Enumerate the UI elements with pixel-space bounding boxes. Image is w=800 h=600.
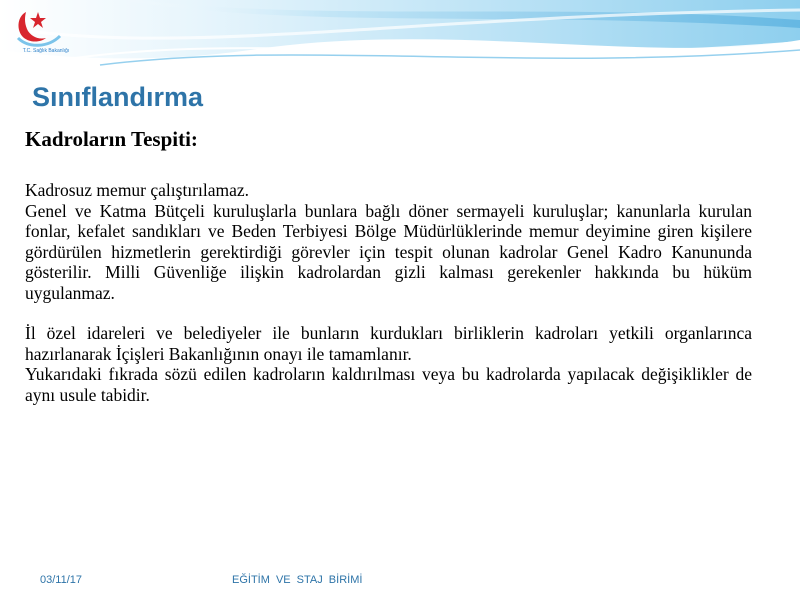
logo-label: T.C. Sağlık Bakanlığı [22, 48, 70, 54]
footer-unit-label: EĞİTİM VE STAJ BİRİMİ [232, 574, 363, 586]
spacer [25, 303, 752, 323]
paragraph-1: Kadrosuz memur çalıştırılamaz. [25, 180, 250, 200]
header-wave-background [0, 0, 800, 80]
section-heading: Kadroların Tespiti: [25, 127, 198, 151]
crescent-star-icon [8, 6, 68, 50]
footer-date: 03/11/17 [40, 574, 83, 586]
paragraph-3: İl özel idareleri ve belediyeler ile bunların kurdukları birliklerin kadroları yetkili organlarınca hazırlanarak İçişleri Bakanlığının onayı ile tamamlanır. [25, 323, 752, 364]
paragraph-2: Genel ve Katma Bütçeli kuruluşlarla bunlara bağlı döner sermayeli kuruluşlar; kanunlarla kurulan fonlar, kefalet sandıkları ve Beden Terbiyesi Bölge Müdürlüklerinde memur deyimine giren kişilere gördürülen hizmetlerin gerektirdiği görevler için tespit olunan kadrolar Genel Kadro Kanununda gösterilir. Milli Güvenliğe ilişkin kadrolardan gizli kalması gerekenler hakkında bu hüküm uygulanmaz. [25, 200, 752, 303]
content-body [25, 126, 752, 405]
ministry-logo [8, 6, 68, 66]
paragraph-4: Yukarıdaki fıkrada sözü edilen kadroların kaldırılması veya bu kadrolarda yapılacak değişiklikler de aynı usule tabidir. [25, 364, 752, 405]
slide-title: Sınıflandırma [32, 82, 204, 112]
